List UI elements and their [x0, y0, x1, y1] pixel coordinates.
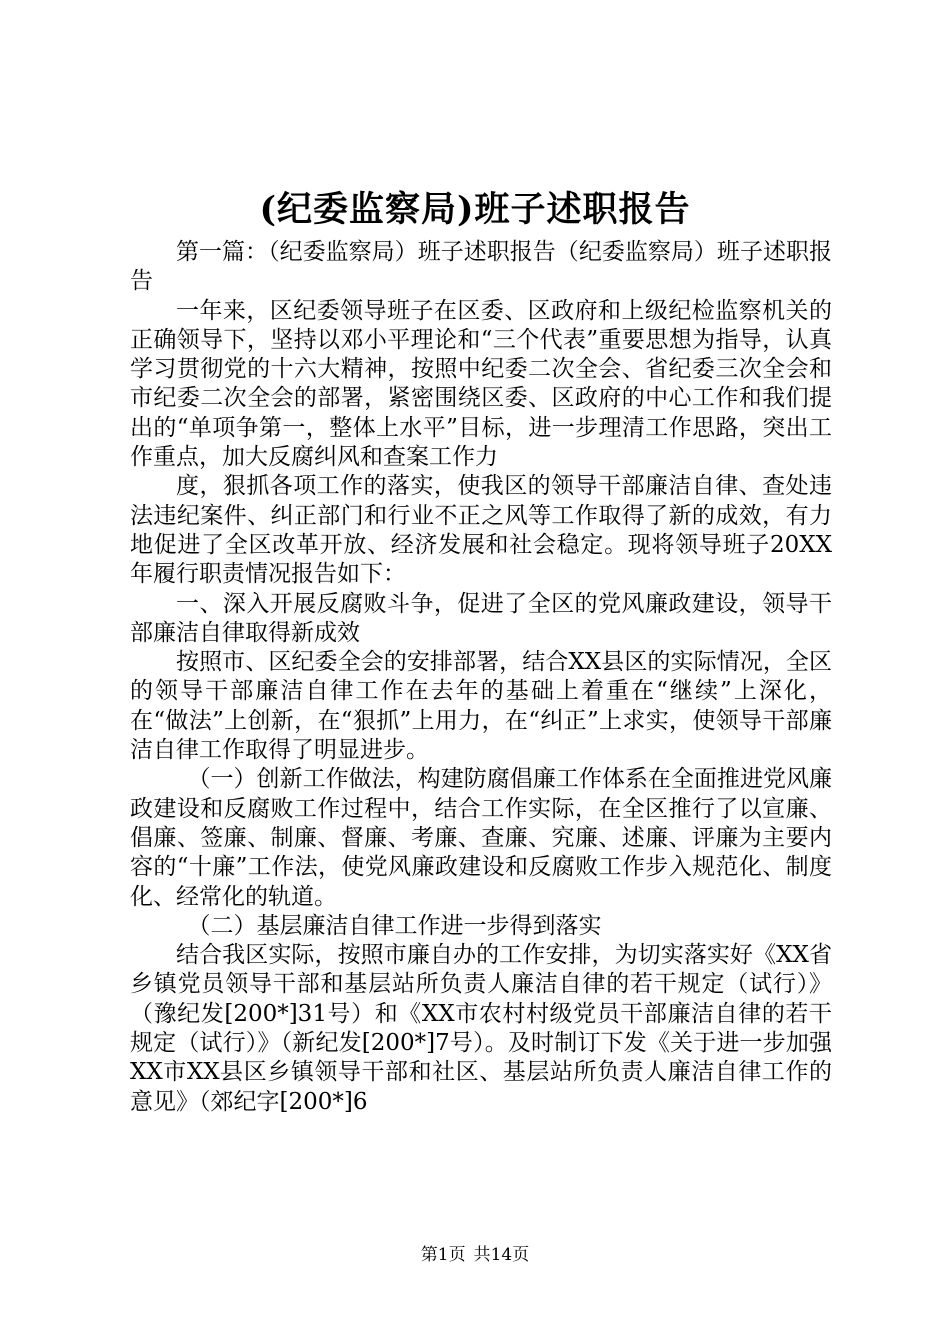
subsection-1: （一）创新工作做法，构建防腐倡廉工作体系在全面推进党风廉政建设和反腐败工作过程中，结合工作实际，在全区推行了以宣廉、倡廉、签廉、制廉、督廉、考廉、查廉、究廉、述廉、评廉为主要内容的“十廉”工作法，使党风廉政建设和反腐败工作步入规范化、制度化、经常化的轨道。 [130, 766, 832, 910]
document-body [130, 238, 832, 1117]
document-title: (纪委监察局)班子述职报告 [259, 189, 691, 230]
paragraph-2: 一年来，区纪委领导班子在区委、区政府和上级纪检监察机关的正确领导下，坚持以邓小平理论和“三个代表”重要思想为指导，认真学习贯彻党的十六大精神，按照中纪委二次全会、省纪委三次全会和市纪委二次全会的部署，紧密围绕区委、区政府的中心工作和我们提出的“单项争第一，整体上水平”目标，进一步理清工作思路，突出工作重点，加大反腐纠风和查案工作力 [130, 297, 832, 471]
section-heading-1: 一、深入开展反腐败斗争，促进了全区的党风廉政建设，领导干部廉洁自律取得新成效 [130, 590, 832, 646]
page-footer [0, 1243, 950, 1267]
paragraph-3: 度，狠抓各项工作的落实，使我区的领导干部廉洁自律、查处违法违纪案件、纠正部门和行业不正之风等工作取得了新的成效，有力地促进了全区改革开放、经济发展和社会稳定。现将领导班子20XX年履行职责情况报告如下： [130, 473, 832, 588]
subsection-heading-2: （二）基层廉洁自律工作进一步得到落实 [187, 912, 602, 939]
paragraph-5: 结合我区实际，按照市廉自办的工作安排，为切实落实好《XX省乡镇党员领导干部和基层站所负责人廉洁自律的若干规定（试行）》（豫纪发[200*]31号）和《XX市农村村级党员干部廉洁自律的若干规定（试行）》（新纪发[200*]7号）。及时制订下发《关于进一步加强XX市XX县区乡镇领导干部和社区、基层站所负责人廉洁自律工作的意见》（郊纪字[200*]6 [130, 942, 832, 1115]
page-total: 共14页 [473, 1245, 530, 1265]
paragraph-1: 第一篇：（纪委监察局）班子述职报告（纪委监察局）班子述职报告 [130, 239, 832, 295]
page-number: 第1页 [420, 1245, 466, 1265]
paragraph-4: 按照市、区纪委全会的安排部署，结合XX县区的实际情况，全区的领导干部廉洁自律工作在去年的基础上着重在“继续”上深化，在“做法”上创新，在“狠抓”上用力，在“纠正”上求实，使领导干部廉洁自律工作取得了明显进步。 [130, 649, 832, 764]
